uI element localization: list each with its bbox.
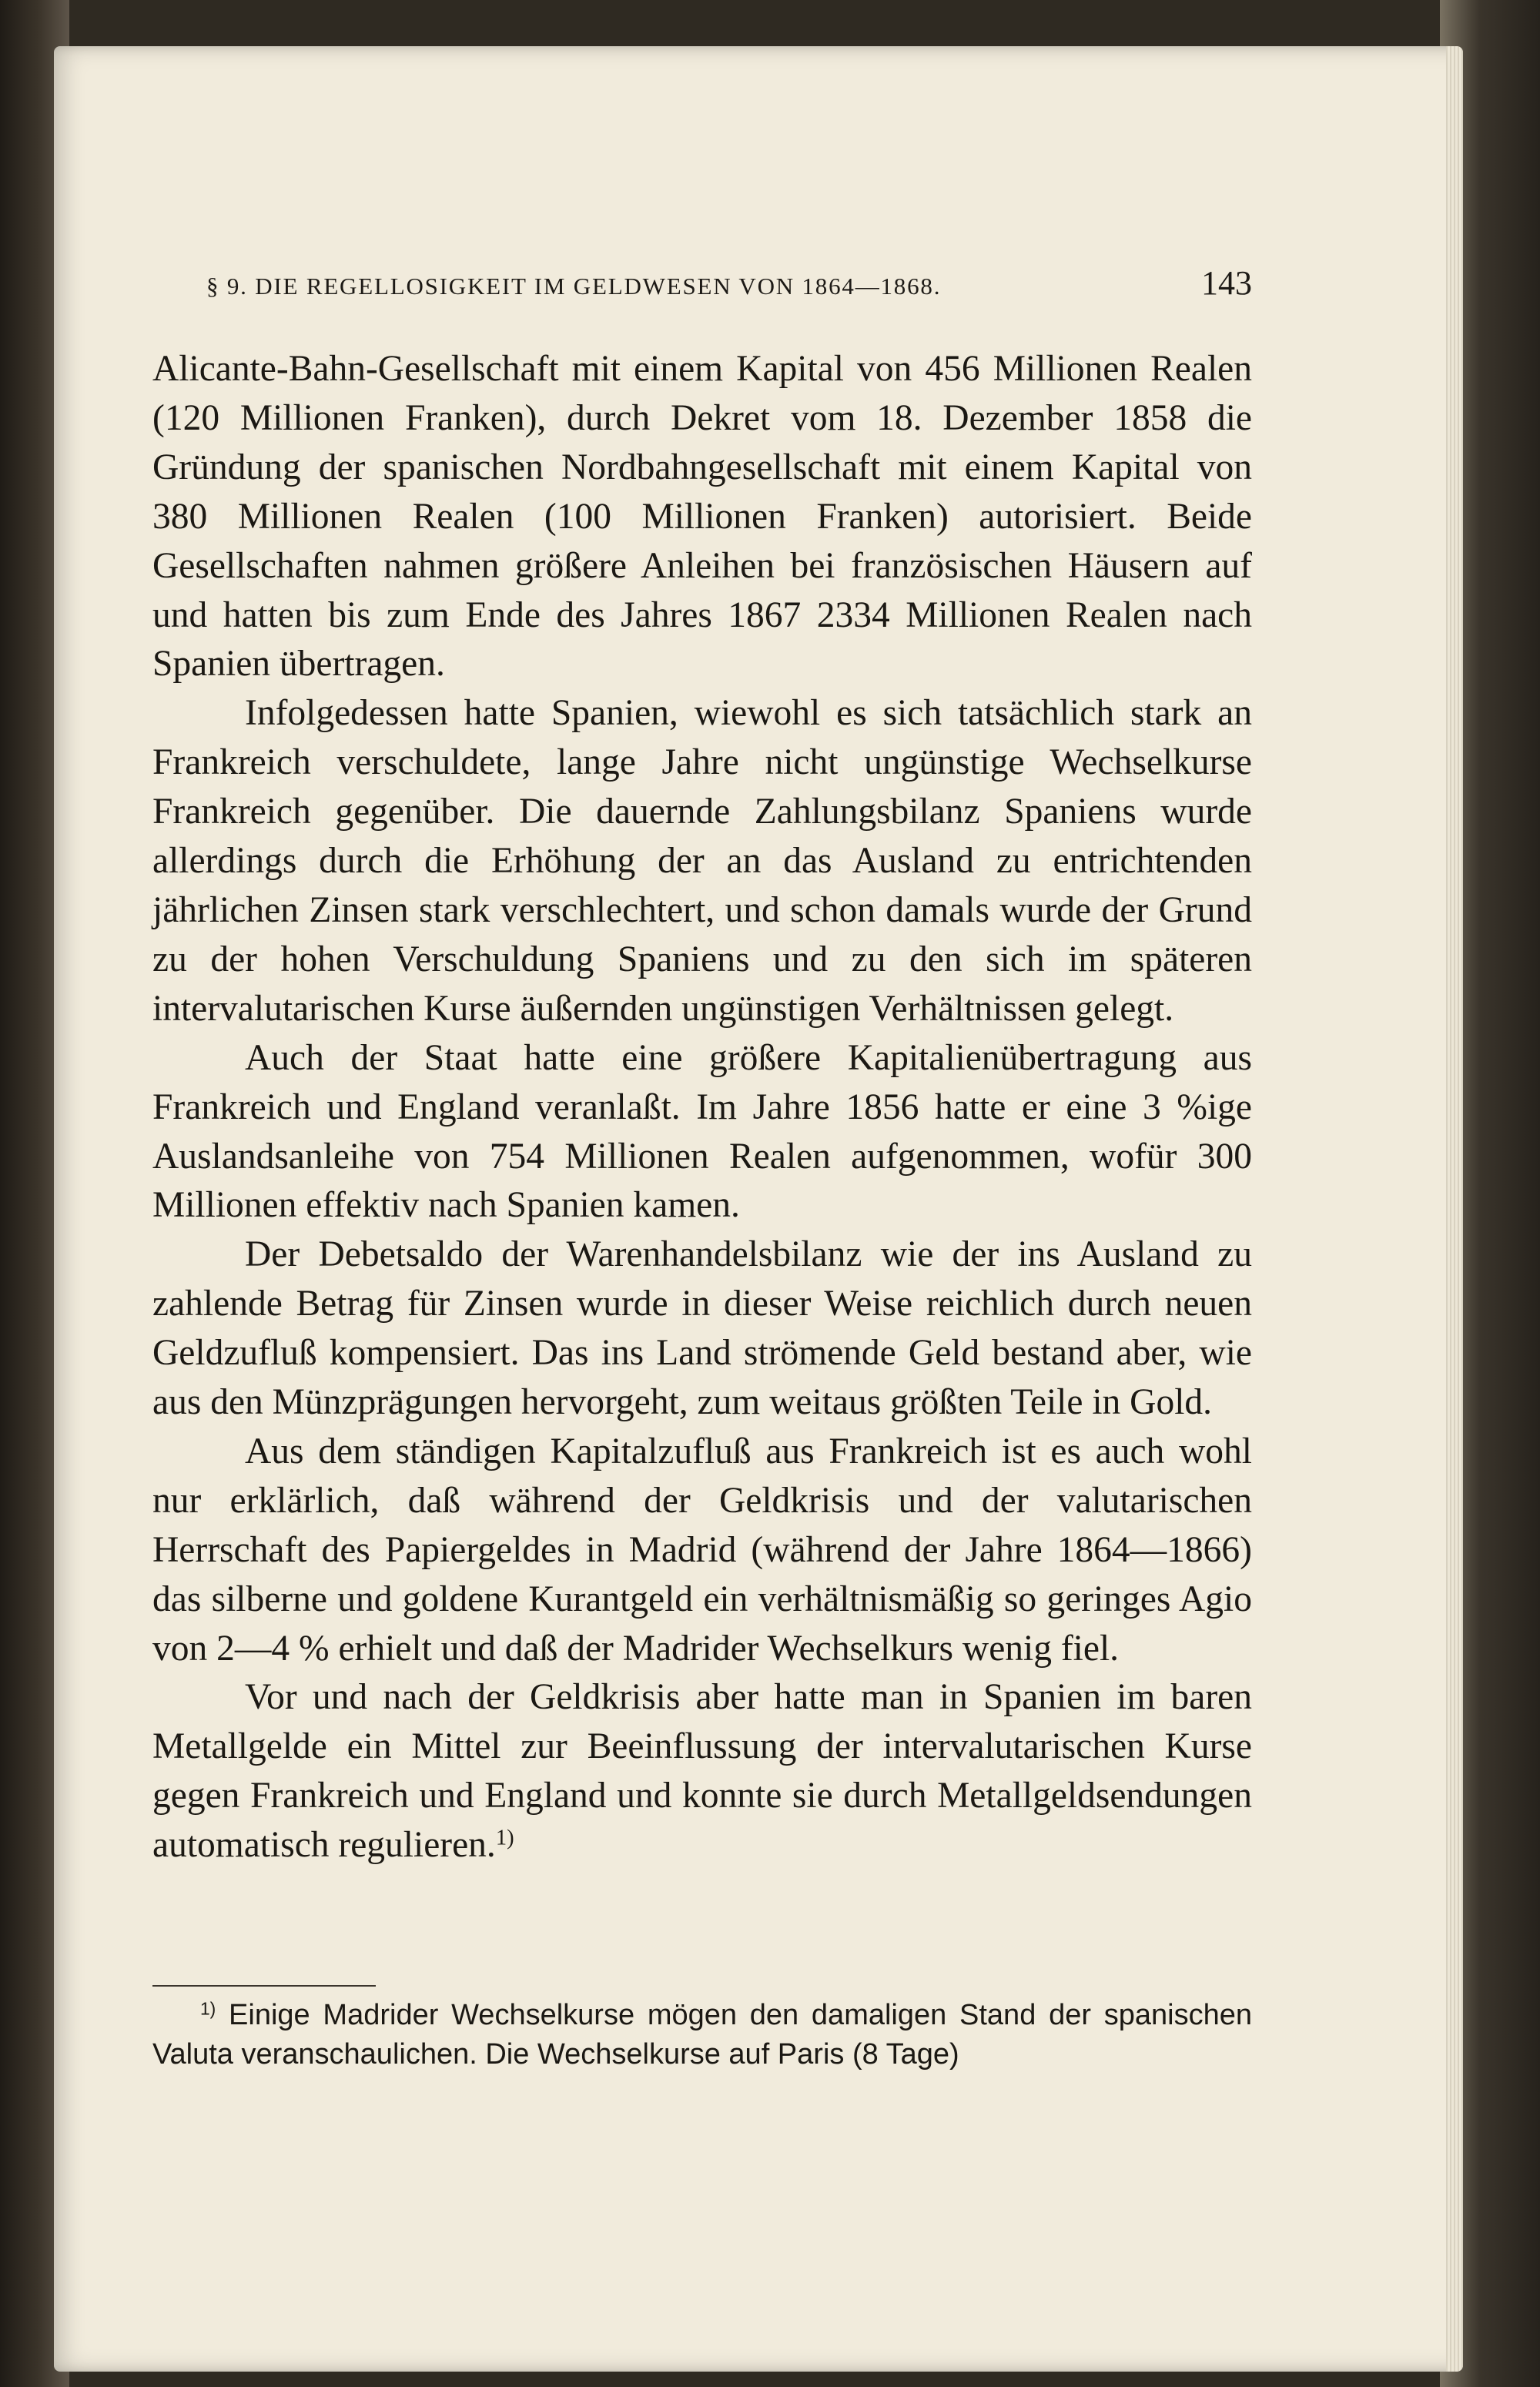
footnote-text: Einige Madrider Wechselkurse mögen den damaligen Stand der spanischen Valuta veranschaulichen. Die Wechselkurse auf Paris (8 Tage)	[152, 1999, 1252, 2071]
paragraph	[152, 1673, 1252, 1870]
page-edges	[1446, 46, 1463, 2372]
paragraph: Aus dem ständigen Kapitalzufluß aus Frankreich ist es auch wohl nur erklärlich, daß während der Geldkrisis und der valutarischen Herrschaft des Papiergeldes in Madrid (während der Jahre 1864—1866) das silberne und goldene Kurantgeld ein verhältnismäßig so geringes Agio von 2—4 % erhielt und daß der Madrider Wechselkurs wenig fiel.	[152, 1431, 1252, 1669]
paragraph: Auch der Staat hatte eine größere Kapitalienübertragung aus Frankreich und England veranlaßt. Im Jahre 1856 hatte er eine 3 %ige Auslandsanleihe von 754 Millionen Realen aufgenommen, wofür 300 Millionen effektiv nach Spanien kamen.	[152, 1037, 1252, 1226]
running-header	[206, 263, 1252, 310]
paragraph: Infolgedessen hatte Spanien, wiewohl es sich tatsächlich stark an Frankreich verschuldete, lange Jahre nicht ungünstige Wechselkurse Frankreich gegenüber. Die dauernde Zahlungsbilanz Spaniens wurde allerdings durch die Erhöhung der an das Ausland zu entrichtenden jährlichen Zinsen stark verschlechtert, und schon damals wurde der Grund zu der hohen Verschuldung Spaniens und zu den sich im späteren intervalutarischen Kurse äußernden ungünstigen Verhältnissen gelegt.	[152, 693, 1252, 1029]
page-number: 143	[1201, 264, 1252, 302]
paragraph: Alicante-Bahn-Gesellschaft mit einem Kapital von 456 Millionen Realen (120 Millionen Franken), durch Dekret vom 18. Dezember 1858 die Gründung der spanischen Nordbahngesellschaft mit einem Kapital von 380 Millionen Realen (100 Millionen Franken) autorisiert. Beide Gesellschaften nahmen größere Anleihen bei französischen Häusern auf und hatten bis zum Ende des Jahres 1867 2334 Millionen Realen nach Spanien übertragen.	[152, 349, 1252, 685]
footnote-reference[interactable]: 1)	[495, 1826, 514, 1850]
paragraph-text: Vor und nach der Geldkrisis aber hatte man in Spanien im baren Metallgelde ein Mittel zur Beeinflussung der intervalutarischen Kurse gegen Frankreich und England und konnte sie durch Metallgeldsendungen automatisch regulieren.	[152, 1677, 1252, 1866]
paragraph: Der Debetsaldo der Warenhandelsbilanz wie der ins Ausland zu zahlende Betrag für Zinsen wurde in dieser Weise reichlich durch neuen Geldzufluß kompensiert. Das ins Land strömende Geld bestand aber, wie aus den Münzprägungen hervorgeht, zum weitaus größten Teile in Gold.	[152, 1234, 1252, 1423]
main-text	[152, 345, 1252, 1870]
running-title: § 9. DIE REGELLOSIGKEIT IM GELDWESEN VON 1864—1868.	[206, 273, 942, 300]
footnote-marker: 1)	[200, 1998, 216, 2019]
footnote	[152, 1996, 1252, 2074]
footnote-divider	[152, 1985, 376, 1987]
